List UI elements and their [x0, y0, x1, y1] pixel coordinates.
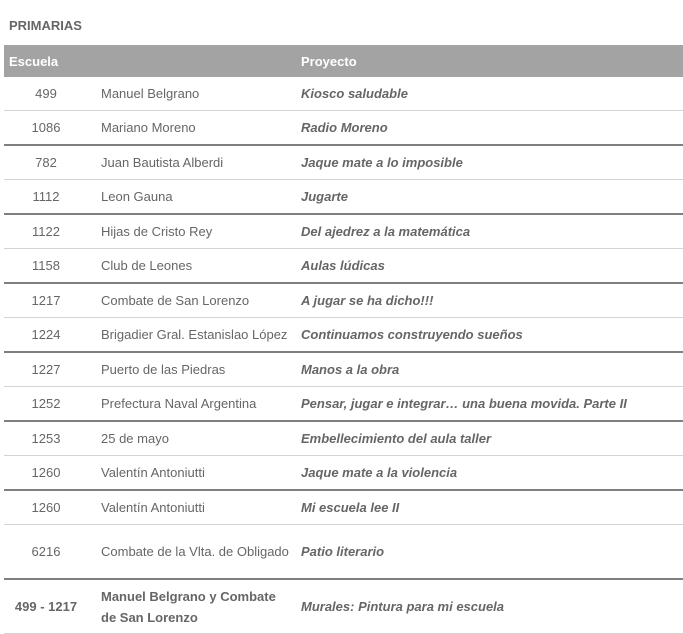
school-number: 1112 [4, 180, 96, 215]
school-name: Puerto de las Piedras [96, 352, 296, 387]
project-name: Patio literario [296, 525, 683, 580]
table-row [4, 318, 683, 353]
school-name: Manuel Belgrano y Combate de San Lorenzo [96, 579, 296, 634]
table-row [4, 111, 683, 146]
school-number: 1253 [4, 421, 96, 456]
table-row [4, 490, 683, 525]
school-number: 782 [4, 145, 96, 180]
table-row [4, 387, 683, 422]
project-name: A jugar se ha dicho!!! [296, 283, 683, 318]
school-number: 1260 [4, 456, 96, 491]
school-name: Combate de la Vlta. de Obligado [96, 525, 296, 580]
project-name: Manos a la obra [296, 352, 683, 387]
table-row [4, 525, 683, 580]
project-name: Del ajedrez a la matemática [296, 214, 683, 249]
table-row [4, 249, 683, 284]
school-number: 1217 [4, 283, 96, 318]
school-number: 6216 [4, 525, 96, 580]
project-name: Aulas lúdicas [296, 249, 683, 284]
school-number: 1260 [4, 490, 96, 525]
table-row [4, 421, 683, 456]
table-header-row [4, 45, 683, 77]
project-name: Radio Moreno [296, 111, 683, 146]
project-name: Embellecimiento del aula taller [296, 421, 683, 456]
school-name: Juan Bautista Alberdi [96, 145, 296, 180]
school-number: 1122 [4, 214, 96, 249]
school-name: 25 de mayo [96, 421, 296, 456]
school-name: Leon Gauna [96, 180, 296, 215]
project-name: Pensar, jugar e integrar… una buena movida. Parte II [296, 387, 683, 422]
school-number: 499 - 1217 [4, 579, 96, 634]
project-name: Jaque mate a lo imposible [296, 145, 683, 180]
table-row [4, 283, 683, 318]
project-name: Murales: Pintura para mi escuela [296, 579, 683, 634]
school-name: Valentín Antoniutti [96, 456, 296, 491]
header-escuela: Escuela [4, 45, 296, 77]
table-row [4, 214, 683, 249]
school-number: 499 [4, 77, 96, 111]
header-proyecto: Proyecto [296, 45, 683, 77]
school-number: 1227 [4, 352, 96, 387]
table-row [4, 180, 683, 215]
school-name: Manuel Belgrano [96, 77, 296, 111]
project-name: Kiosco saludable [296, 77, 683, 111]
school-name: Prefectura Naval Argentina [96, 387, 296, 422]
project-name: Continuamos construyendo sueños [296, 318, 683, 353]
school-name: Combate de San Lorenzo [96, 283, 296, 318]
school-name: Valentín Antoniutti [96, 490, 296, 525]
table-row [4, 579, 683, 634]
school-name: Brigadier Gral. Estanislao López [96, 318, 296, 353]
projects-table [4, 45, 683, 634]
section-title: PRIMARIAS [9, 18, 82, 33]
school-number: 1158 [4, 249, 96, 284]
project-name: Jaque mate a la violencia [296, 456, 683, 491]
school-number: 1252 [4, 387, 96, 422]
table-row [4, 145, 683, 180]
school-name: Mariano Moreno [96, 111, 296, 146]
school-name: Club de Leones [96, 249, 296, 284]
project-name: Mi escuela lee II [296, 490, 683, 525]
project-name: Jugarte [296, 180, 683, 215]
table-row [4, 352, 683, 387]
table-row [4, 77, 683, 111]
table-row [4, 456, 683, 491]
school-name: Hijas de Cristo Rey [96, 214, 296, 249]
school-number: 1224 [4, 318, 96, 353]
school-number: 1086 [4, 111, 96, 146]
